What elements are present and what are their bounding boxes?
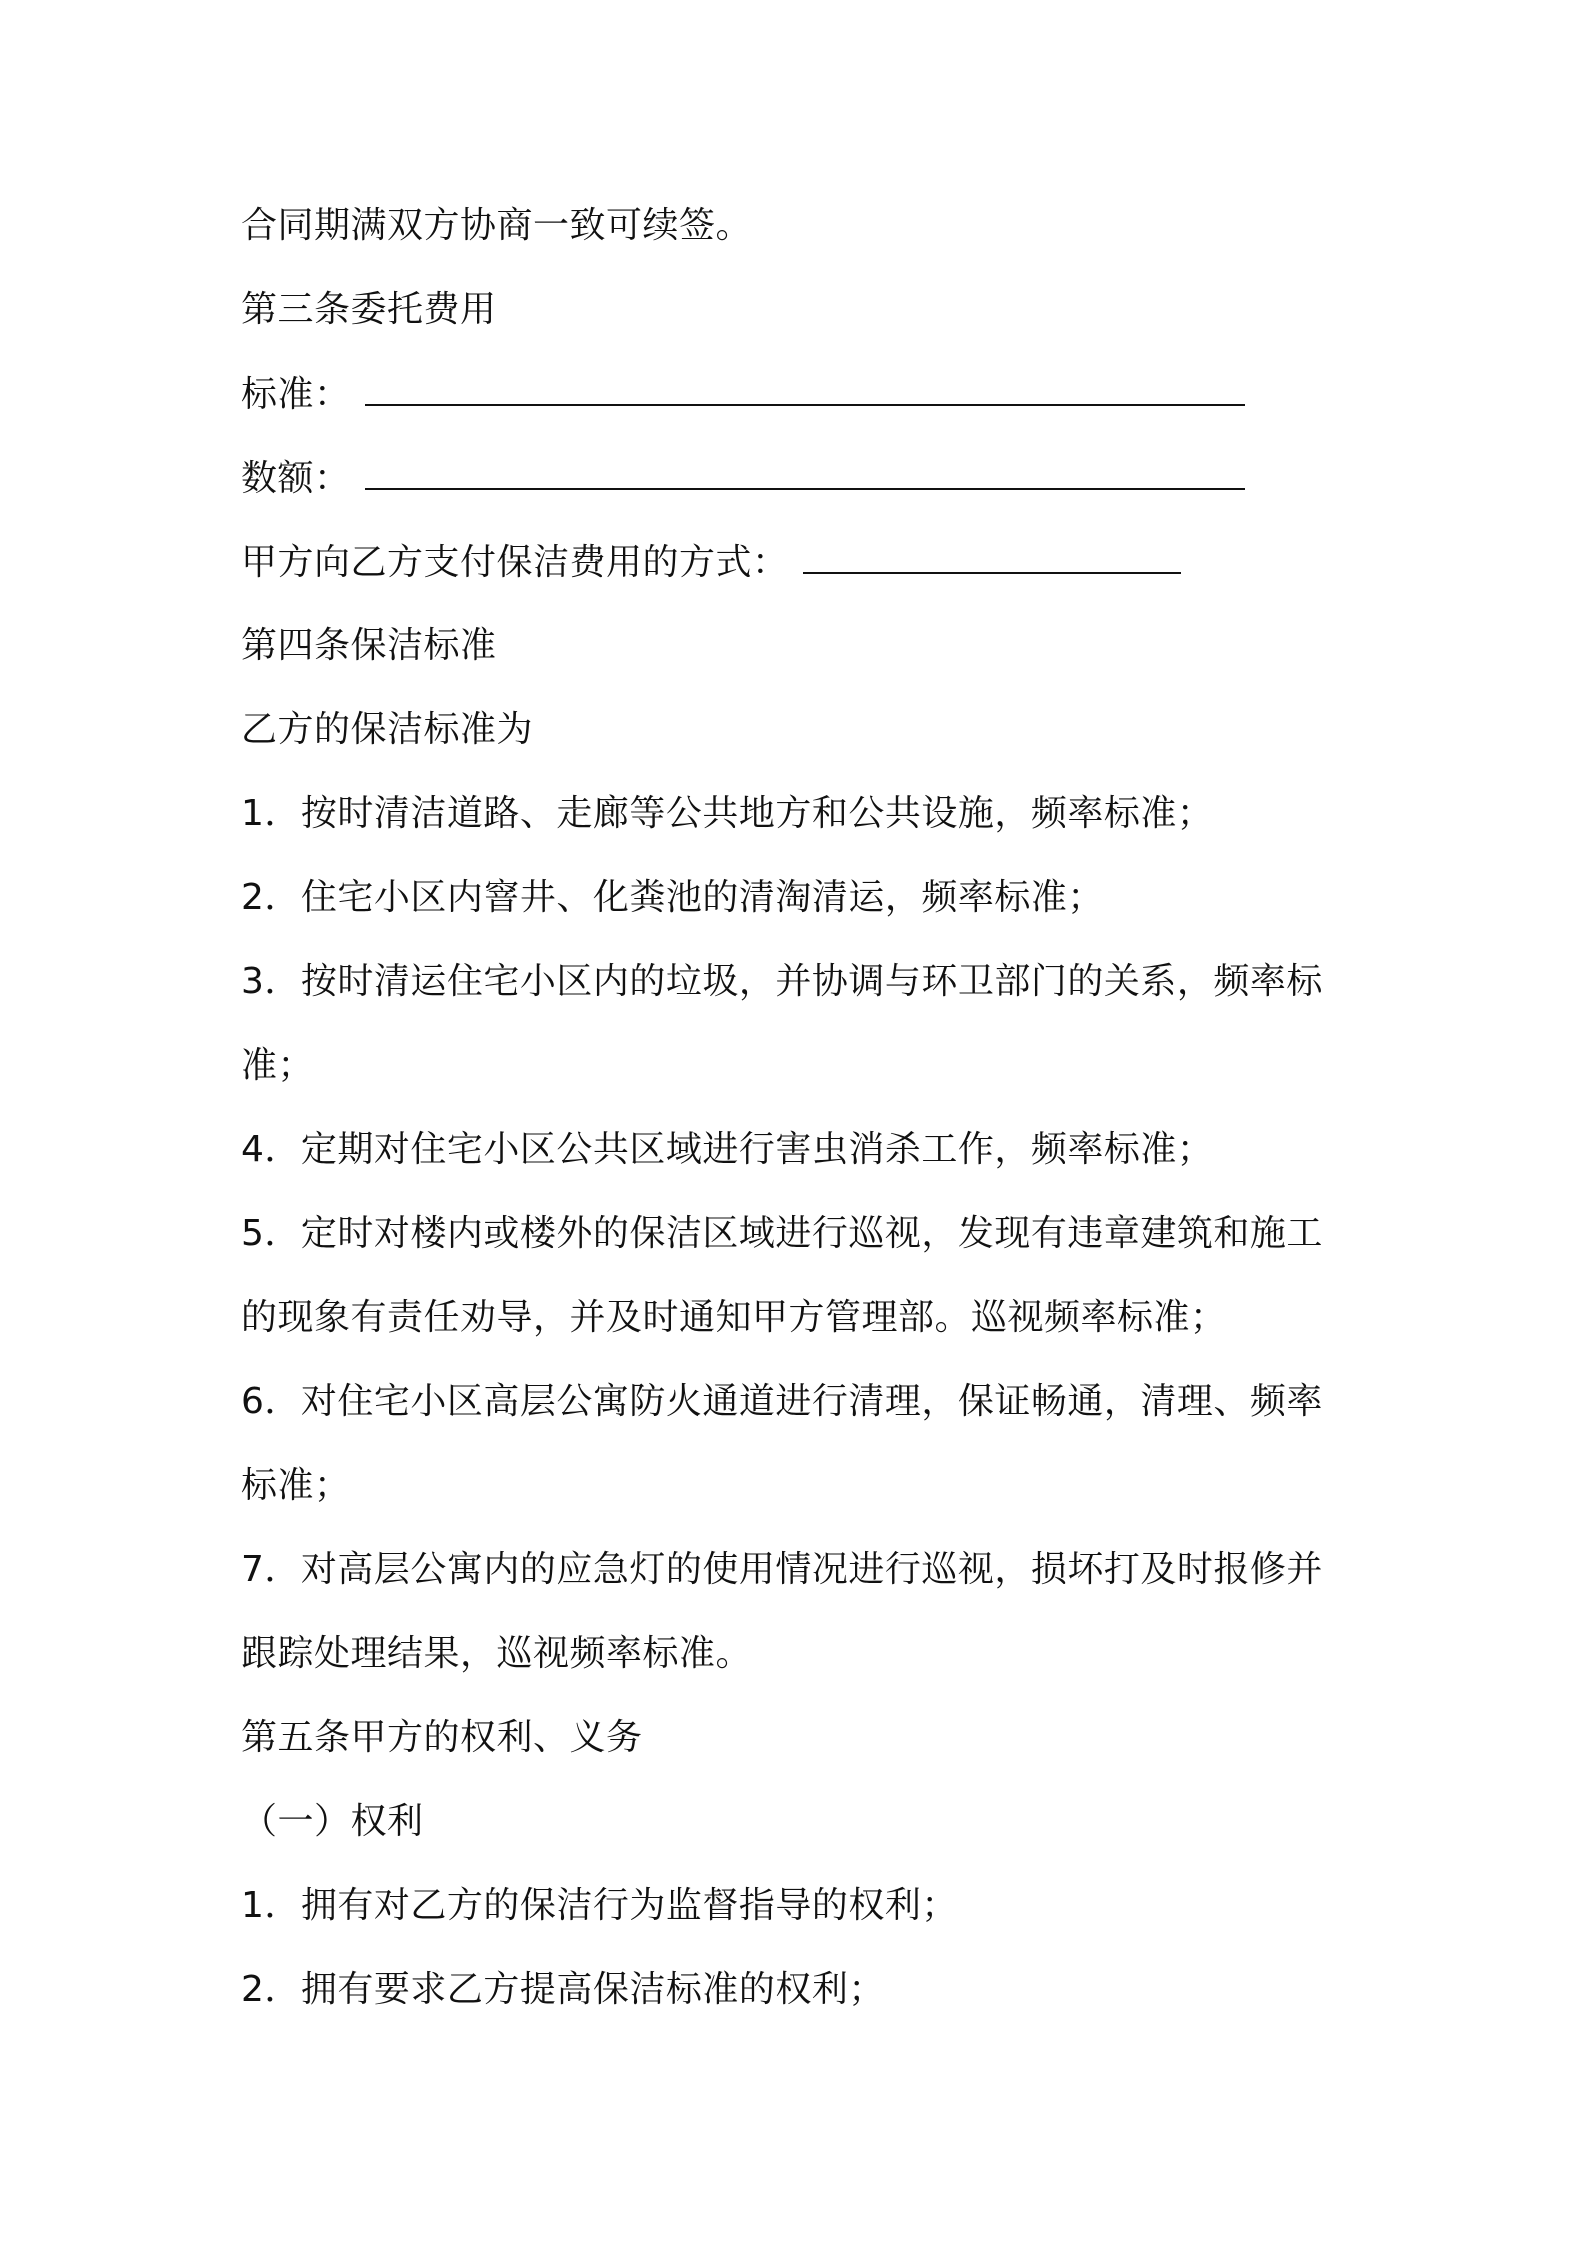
- list-item-continuation: 标准；: [241, 1465, 351, 1506]
- section-heading: 第四条保洁标准: [241, 625, 497, 666]
- fill-in-blank: [803, 538, 1181, 574]
- list-item: 7．对高层公寓内的应急灯的使用情况进行巡视，损坏打及时报修并: [241, 1549, 1323, 1590]
- list-item-continuation: 的现象有责任劝导，并及时通知甲方管理部。巡视频率标准；: [241, 1297, 1227, 1338]
- text-line: 合同期满双方协商一致可续签。: [241, 205, 753, 246]
- list-item: 2．拥有要求乙方提高保洁标准的权利；: [241, 1969, 885, 2010]
- list-item: 4．定期对住宅小区公共区域进行害虫消杀工作，频率标准；: [241, 1129, 1214, 1170]
- fill-in-blank: [365, 454, 1245, 490]
- fill-in-blank: [365, 370, 1245, 406]
- field-label: 数额：: [241, 458, 351, 499]
- list-item: 3．按时清运住宅小区内的垃圾，并协调与环卫部门的关系，频率标: [241, 961, 1323, 1002]
- list-item: 5．定时对楼内或楼外的保洁区域进行巡视，发现有违章建筑和施工: [241, 1213, 1323, 1254]
- list-item-continuation: 跟踪处理结果，巡视频率标准。: [241, 1633, 753, 1674]
- text-line: 乙方的保洁标准为: [241, 709, 534, 750]
- list-item: 1．按时清洁道路、走廊等公共地方和公共设施，频率标准；: [241, 793, 1214, 834]
- section-heading: 第五条甲方的权利、义务: [241, 1717, 643, 1758]
- field-label: 甲方向乙方支付保洁费用的方式：: [241, 542, 789, 583]
- text-line: [241, 454, 1245, 503]
- text-line: [241, 370, 1245, 419]
- list-item: 6．对住宅小区高层公寓防火通道进行清理，保证畅通，清理、频率: [241, 1381, 1323, 1422]
- subsection-heading: （一）权利: [241, 1801, 424, 1842]
- text-line: [241, 538, 1181, 587]
- section-heading: 第三条委托费用: [241, 289, 497, 330]
- field-label: 标准：: [241, 374, 351, 415]
- list-item-continuation: 准；: [241, 1045, 315, 1086]
- list-item: 2．住宅小区内窨井、化粪池的清淘清运，频率标准；: [241, 877, 1104, 918]
- list-item: 1．拥有对乙方的保洁行为监督指导的权利；: [241, 1885, 958, 1926]
